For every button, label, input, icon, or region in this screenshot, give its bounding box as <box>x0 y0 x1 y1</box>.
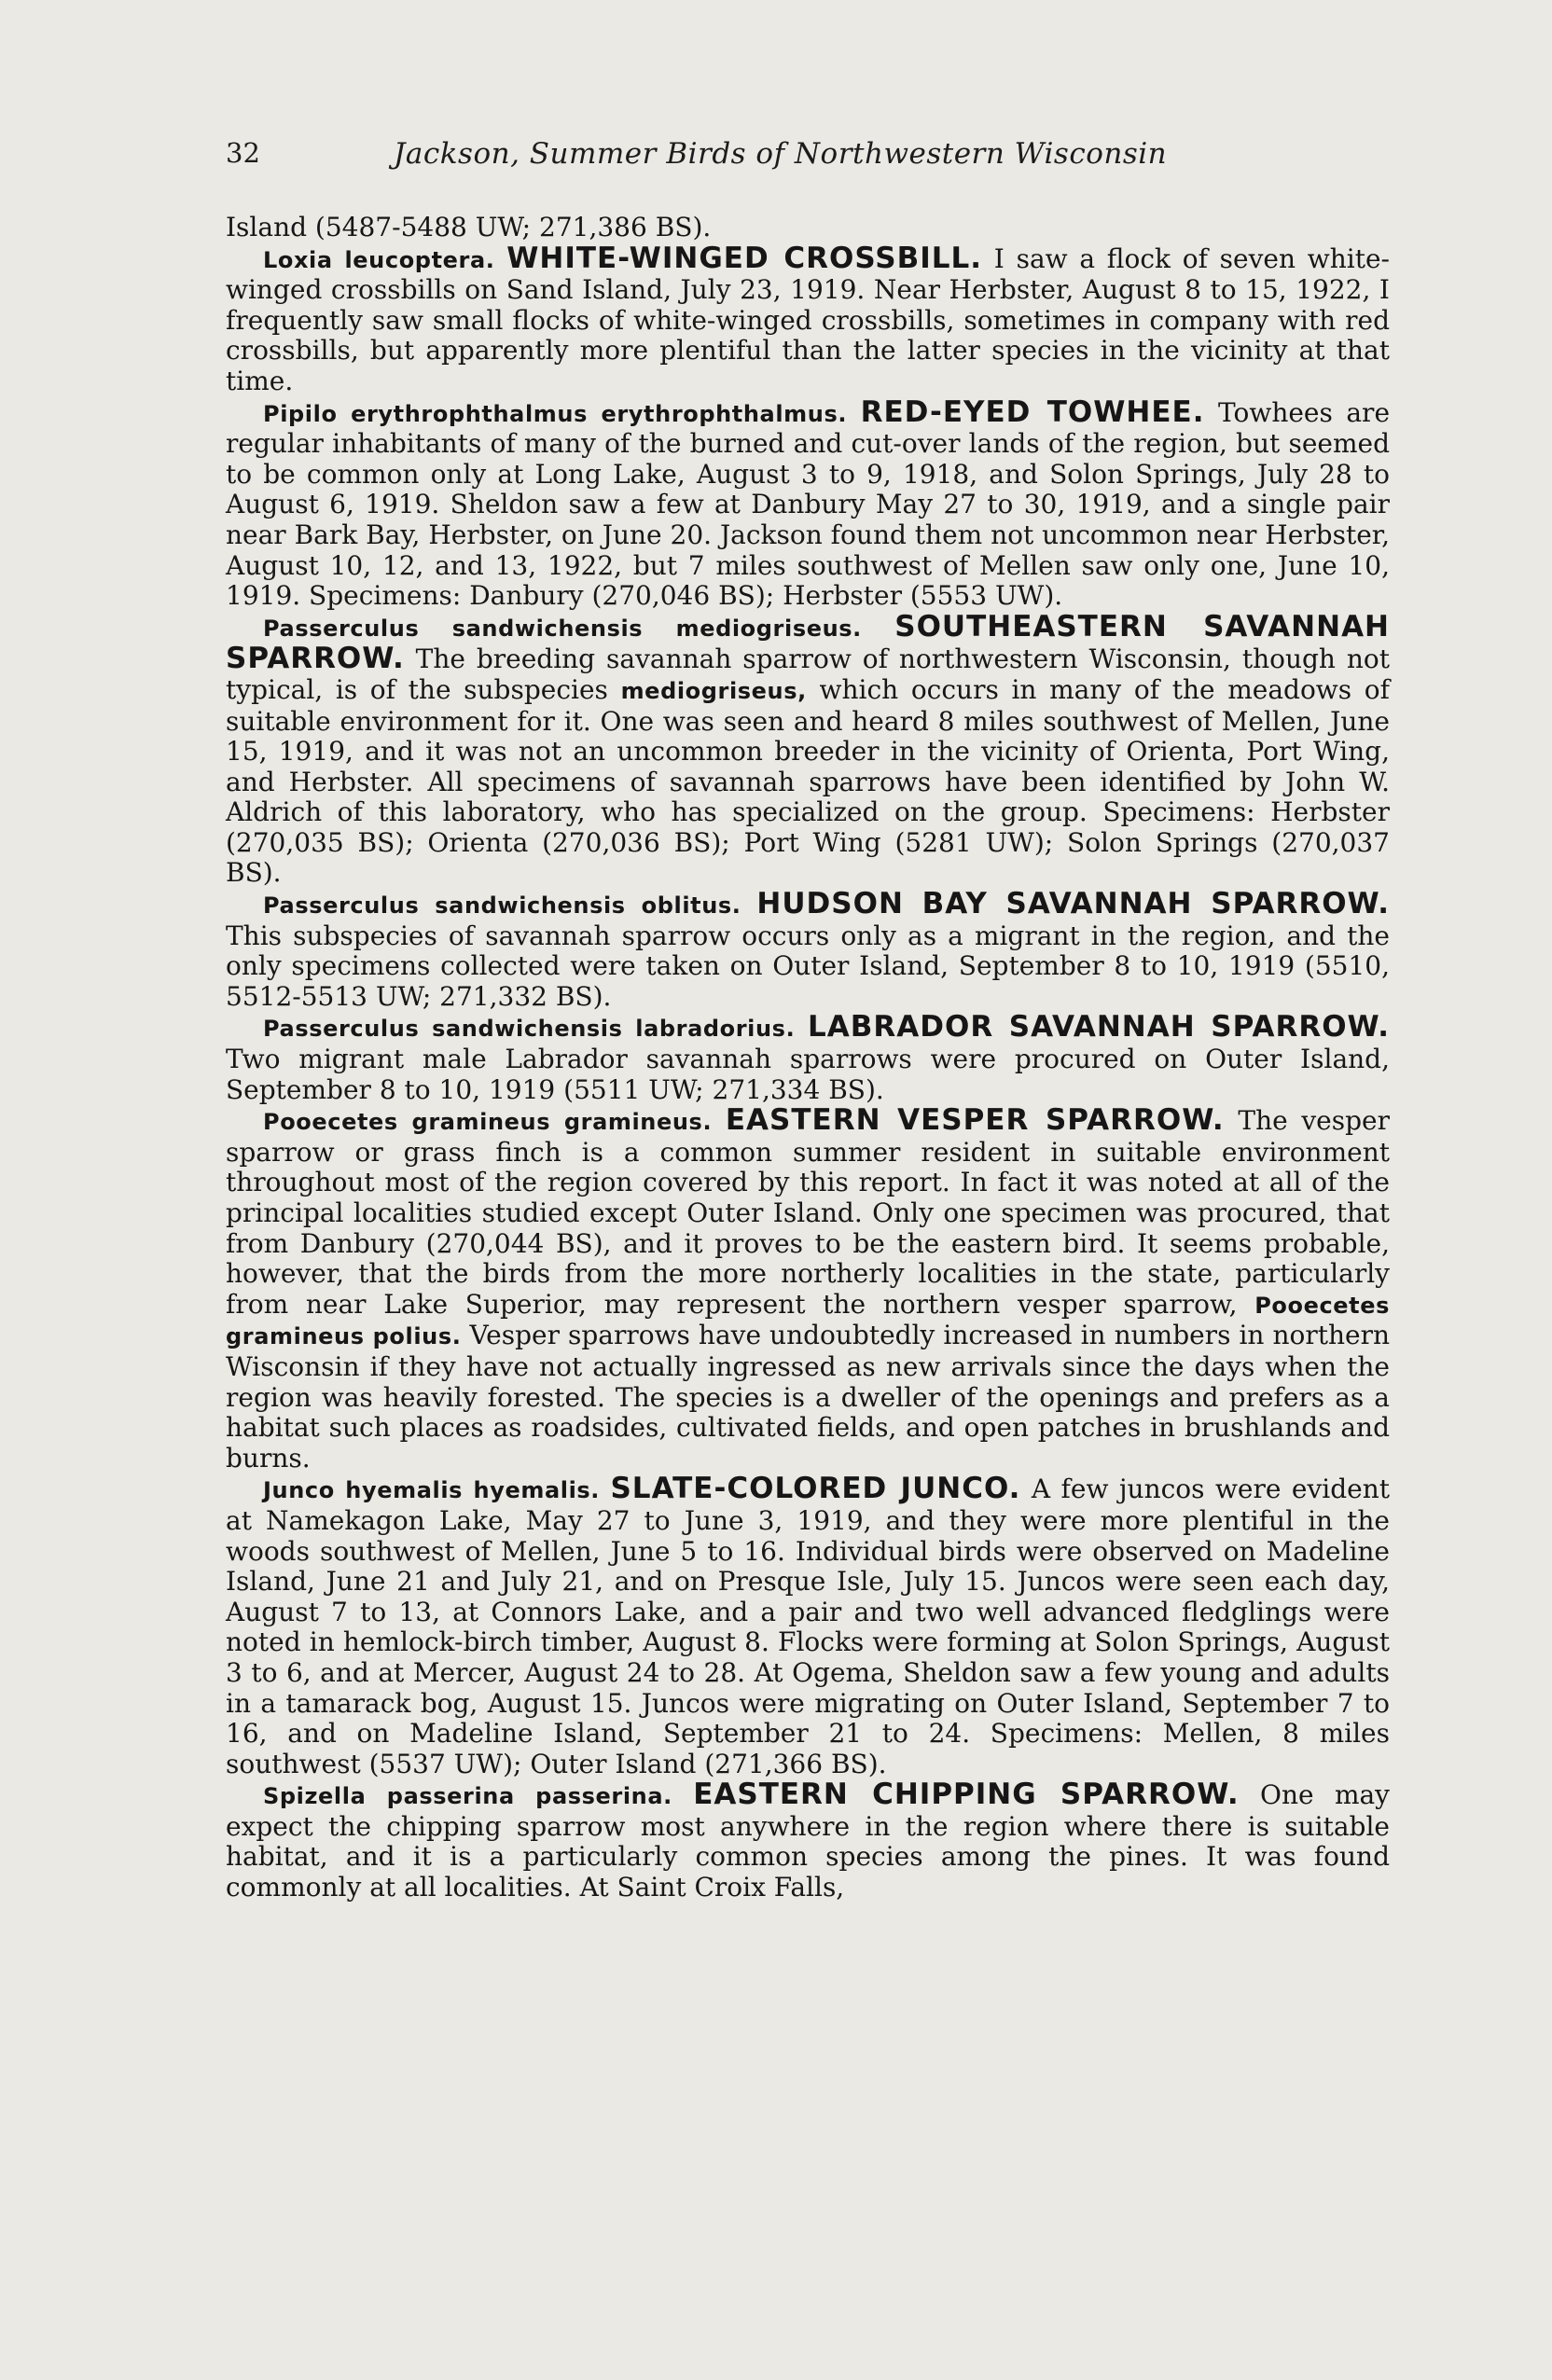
common-name: RED-EYED TOWHEE. <box>860 394 1205 429</box>
species-entry-eastern-chipping-sparrow <box>226 1779 1390 1903</box>
body-text <box>226 213 1390 1903</box>
species-entry-hudson-bay-savannah-sparrow <box>226 889 1390 1012</box>
entry-text: Two migrant male Labrador savannah sparrows were procured on Outer Island, September 8 to 10, 1919 (5511 UW; 271,334 BS). <box>226 1044 1390 1105</box>
scientific-name: Passerculus sandwichensis mediogriseus. <box>263 615 862 642</box>
running-title: Jackson, Summer Birds of Northwestern Wisconsin <box>394 137 1168 171</box>
page-number: 32 <box>226 137 260 169</box>
common-name: EASTERN VESPER SPARROW. <box>725 1103 1225 1138</box>
entry-text: A few juncos were evident at Namekagon Lake, May 27 to June 3, 1919, and they were more plentiful in the woods southwest of Mellen, June 5 to 16. Individual birds were observed on Madeline Island, June 21 and July 21, and on Presque Isle, July 15. Juncos were seen each day, August 7 to 13, at Connors Lake, and a pair and two well advanced fledglings were noted in hemlock-birch timber, August 8. Flocks were forming at Solon Springs, August 3 to 6, and at Mercer, August 24 to 28. At Ogema, Sheldon saw a few young and adults in a tamarack bog, August 15. Juncos were migrating on Outer Island, September 7 to 16, and on Madeline Island, September 21 to 24. Specimens: Mellen, 8 miles southwest (5537 UW); Outer Island (271,366 BS). <box>226 1474 1391 1779</box>
common-name: EASTERN CHIPPING SPARROW. <box>693 1778 1240 1812</box>
entry-text: Towhees are regular inhabitants of many of the burned and cut-over lands of the region, but seemed to be common only at Long Lake, August 3 to 9, 1918, and Solon Springs, July 28 to August 6, 1919. Sheldon saw a few at Danbury May 27 to 30, 1919, and a single pair near Bark Bay, Herbster, on June 20. Jackson found them not uncommon near Herbster, August 10, 12, and 13, 1922, but 7 miles southwest of Mellen saw only one, June 10, 1919. Specimens: Danbury (270,046 BS); Herbster (5553 UW). <box>226 396 1391 612</box>
species-entry-labrador-savannah-sparrow <box>226 1012 1390 1105</box>
scientific-name: Junco hyemalis hyemalis. <box>263 1477 601 1504</box>
page-header <box>226 137 1392 184</box>
entry-text: which occurs in many of the meadows of suitable environment for it. One was seen and heard 8 miles southwest of Mellen, June 15, 1919, and it was not an uncommon breeder in the vicinity of Orienta, Port Wing, and Herbster. All specimens of savannah sparrows have been identified by John W. Aldrich of this laboratory, who has specialized on the group. Specimens: Herbster (270,035 BS); Orienta (270,036 BS); Port Wing (5281 UW); Solon Springs (270,037 BS). <box>226 673 1391 889</box>
species-entry-slate-colored-junco <box>226 1474 1390 1779</box>
entry-text: One may expect the chipping sparrow most anywhere in the region where there is suitable habitat, and it is a particularly common species among the pines. It was found commonly at all localities. At Saint Croix Falls, <box>226 1779 1391 1903</box>
entry-text-before: The vesper sparrow or grass finch is a common summer resident in suitable environment throughout most of the region covered by this report. In fact it was noted at all of the principal localities studied except Outer Island. Only one specimen was procured, that from Danbury (270,044 BS), and it proves to be the eastern bird. It seems probable, however, that the birds from the more northerly localities in the state, particularly from near Lake Superior, may represent the northern vesper sparrow, <box>226 1105 1391 1320</box>
entry-text: Vesper sparrows have undoubtedly increased in numbers in northern Wisconsin if they have not actually ingressed as new arrivals since the days when the region was heavily forested. The species is a dweller of the openings and prefers as a habitat such places as roadsides, cultivated fields, and open patches in brushlands and burns. <box>226 1320 1390 1474</box>
common-name: SOUTHEASTERN SAVANNAH SPARROW. <box>226 609 1390 676</box>
scientific-name: Spizella passerina passerina. <box>263 1783 672 1810</box>
scientific-name: Passerculus sandwichensis oblitus. <box>263 892 741 920</box>
common-name: LABRADOR SAVANNAH SPARROW. <box>808 1010 1390 1045</box>
scientific-name: Passerculus sandwichensis labradorius. <box>263 1016 796 1043</box>
scientific-name: Loxia leucoptera. <box>263 246 495 273</box>
common-name: WHITE-WINGED CROSSBILL. <box>506 241 983 275</box>
entry-text: This subspecies of savannah sparrow occurs only as a migrant in the region, and the only specimens collected were taken on Outer Island, September 8 to 10, 1919 (5510, 5512-5513 UW; 271,332 BS). <box>226 920 1390 1012</box>
inline-scientific-name: Pooecetes gramineus polius. <box>226 1292 1391 1350</box>
inline-scientific-name: mediogriseus, <box>620 677 807 704</box>
species-entry-southeastern-savannah-sparrow <box>226 609 1391 889</box>
entry-text: I saw a flock of seven white-winged crossbills on Sand Island, July 23, 1919. Near Herbster, August 8 to 15, 1922, I frequently saw small flocks of white-winged crossbills, sometimes in company with red crossbills, but apparently more plentiful than the latter species in the vicinity at that time. <box>226 242 1391 396</box>
species-entry-white-winged-crossbill <box>226 243 1390 397</box>
entry-text-before: The breeding savannah sparrow of northwestern Wisconsin, though not typical, is of the subspecies <box>226 643 1390 705</box>
common-name: SLATE-COLORED JUNCO. <box>610 1472 1021 1506</box>
species-entry-eastern-vesper-sparrow <box>226 1105 1390 1474</box>
species-entry-red-eyed-towhee <box>226 394 1391 612</box>
scientific-name: Pipilo erythrophthalmus erythrophthalmus. <box>263 400 848 427</box>
common-name: HUDSON BAY SAVANNAH SPARROW. <box>756 887 1390 921</box>
continuation-paragraph <box>226 213 1390 243</box>
paragraph-text: Island (5487-5488 UW; 271,386 BS). <box>226 212 712 242</box>
scientific-name: Pooecetes gramineus gramineus. <box>263 1109 713 1136</box>
